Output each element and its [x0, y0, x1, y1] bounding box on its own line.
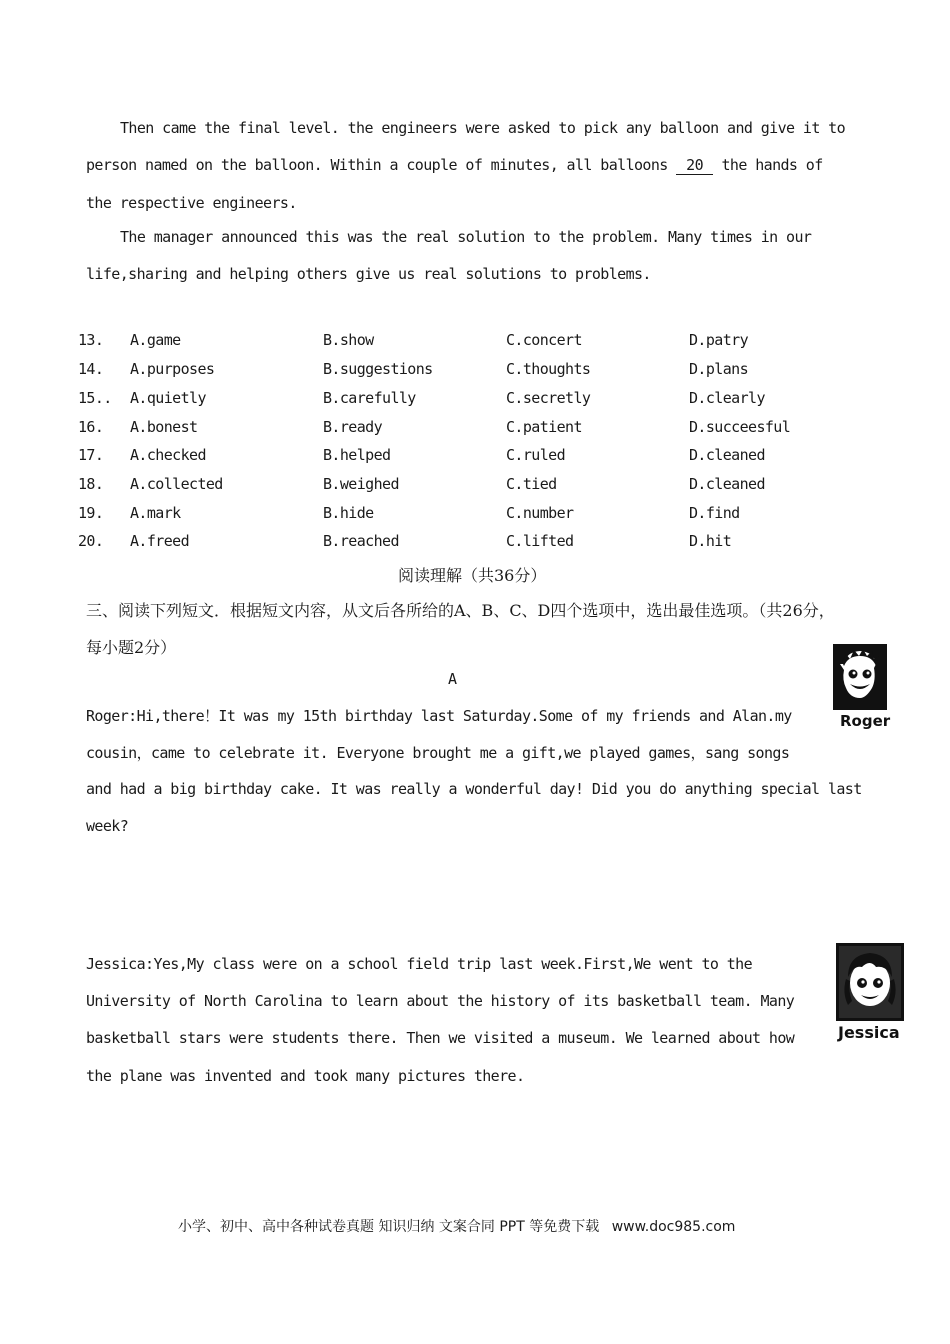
option-b: B.helped	[323, 446, 391, 464]
jessica-line-2: University of North Carolina to learn about the history of its basketball team. Many	[86, 992, 795, 1010]
jessica-line-1: Jessica:Yes,My class were on a school field trip last week.First,We went to the	[86, 955, 753, 973]
question-number: 14.	[78, 360, 104, 378]
section-title: 阅读理解（共36分）	[398, 566, 547, 585]
option-a: A.game	[130, 331, 181, 349]
jessica-line-3: basketball stars were students there. Then we visited a museum. We learned about how	[86, 1029, 795, 1047]
option-d: D.clearly	[689, 389, 765, 407]
option-c: C.ruled	[506, 446, 566, 464]
option-row-14	[78, 360, 838, 380]
passage-line-2-before: person named on the balloon. Within a couple of minutes, all balloons	[86, 156, 668, 174]
option-d: D.cleaned	[689, 475, 765, 493]
roger-line-2: cousin，came to celebrate it. Everyone brought me a gift,we played games，sang songs	[86, 744, 790, 762]
jessica-avatar	[836, 943, 908, 1042]
question-number: 17.	[78, 446, 104, 464]
passage-line-2	[86, 156, 823, 175]
option-a: A.mark	[130, 504, 181, 522]
option-b: B.carefully	[323, 389, 416, 407]
roger-avatar	[832, 644, 892, 730]
option-a: A.collected	[130, 475, 223, 493]
option-a: A.freed	[130, 532, 190, 550]
option-b: B.weighed	[323, 475, 399, 493]
option-c: C.patient	[506, 418, 582, 436]
passage-line-1: Then came the final level. the engineers were asked to pick any balloon and give it to	[120, 119, 846, 137]
option-row-15	[78, 389, 838, 409]
roger-avatar-name: Roger	[840, 712, 891, 730]
option-b: B.reached	[323, 532, 399, 550]
option-b: B.ready	[323, 418, 383, 436]
option-a: A.quietly	[130, 389, 206, 407]
roger-line-4: week?	[86, 817, 129, 835]
option-row-17	[78, 446, 838, 466]
question-number: 16.	[78, 418, 104, 436]
option-d: D.plans	[689, 360, 749, 378]
option-row-13	[78, 331, 838, 351]
option-d: D.find	[689, 504, 740, 522]
roger-face-icon	[832, 644, 888, 710]
option-row-20	[78, 532, 838, 552]
question-number: 18.	[78, 475, 104, 493]
answer-blank-20: 20	[676, 157, 713, 175]
option-b: B.hide	[323, 504, 374, 522]
footer	[178, 1216, 735, 1236]
option-c: C.secretly	[506, 389, 591, 407]
jessica-avatar-name: Jessica	[838, 1023, 900, 1042]
option-row-16	[78, 418, 838, 438]
question-number: 13.	[78, 331, 104, 349]
option-a: A.bonest	[130, 418, 198, 436]
option-c: C.lifted	[506, 532, 574, 550]
option-c: C.number	[506, 504, 574, 522]
option-d: D.patry	[689, 331, 749, 349]
option-d: D.hit	[689, 532, 732, 550]
option-row-18	[78, 475, 838, 495]
option-c: C.tied	[506, 475, 557, 493]
passage-line-4: The manager announced this was the real solution to the problem. Many times in our	[120, 228, 812, 246]
option-a: A.purposes	[130, 360, 215, 378]
question-number: 15..	[78, 389, 112, 407]
instructions-line-2: 每小题2分）	[86, 638, 177, 657]
option-d: D.succeesful	[689, 418, 791, 436]
passage-line-2-after: the hands of	[721, 156, 823, 174]
jessica-line-4: the plane was invented and took many pictures there.	[86, 1067, 525, 1085]
footer-site-link[interactable]: www.doc985.com	[611, 1219, 736, 1235]
option-c: C.concert	[506, 331, 582, 349]
question-number: 19.	[78, 504, 104, 522]
roger-line-1: Roger:Hi,there！It was my 15th birthday last Saturday.Some of my friends and Alan.my	[86, 707, 792, 725]
passage-line-3: the respective engineers.	[86, 194, 297, 212]
passage-line-5: life,sharing and helping others give us real solutions to problems.	[86, 265, 651, 283]
option-a: A.checked	[130, 446, 206, 464]
option-b: B.suggestions	[323, 360, 433, 378]
roger-line-3: and had a big birthday cake. It was really a wonderful day! Did you do anything special last	[86, 780, 862, 798]
passage-label: A	[448, 670, 457, 688]
instructions-line-1: 三、阅读下列短文．根据短文内容，从文后各所给的A、B、C、D四个选项中，选出最佳选项。（共26分，	[86, 601, 835, 620]
question-number: 20.	[78, 532, 104, 550]
option-b: B.show	[323, 331, 374, 349]
option-c: C.thoughts	[506, 360, 591, 378]
jessica-face-icon	[836, 943, 904, 1021]
option-row-19	[78, 504, 838, 524]
option-d: D.cleaned	[689, 446, 765, 464]
footer-text: 小学、初中、高中各种试卷真题 知识归纳 文案合同 PPT 等免费下载	[178, 1219, 600, 1235]
